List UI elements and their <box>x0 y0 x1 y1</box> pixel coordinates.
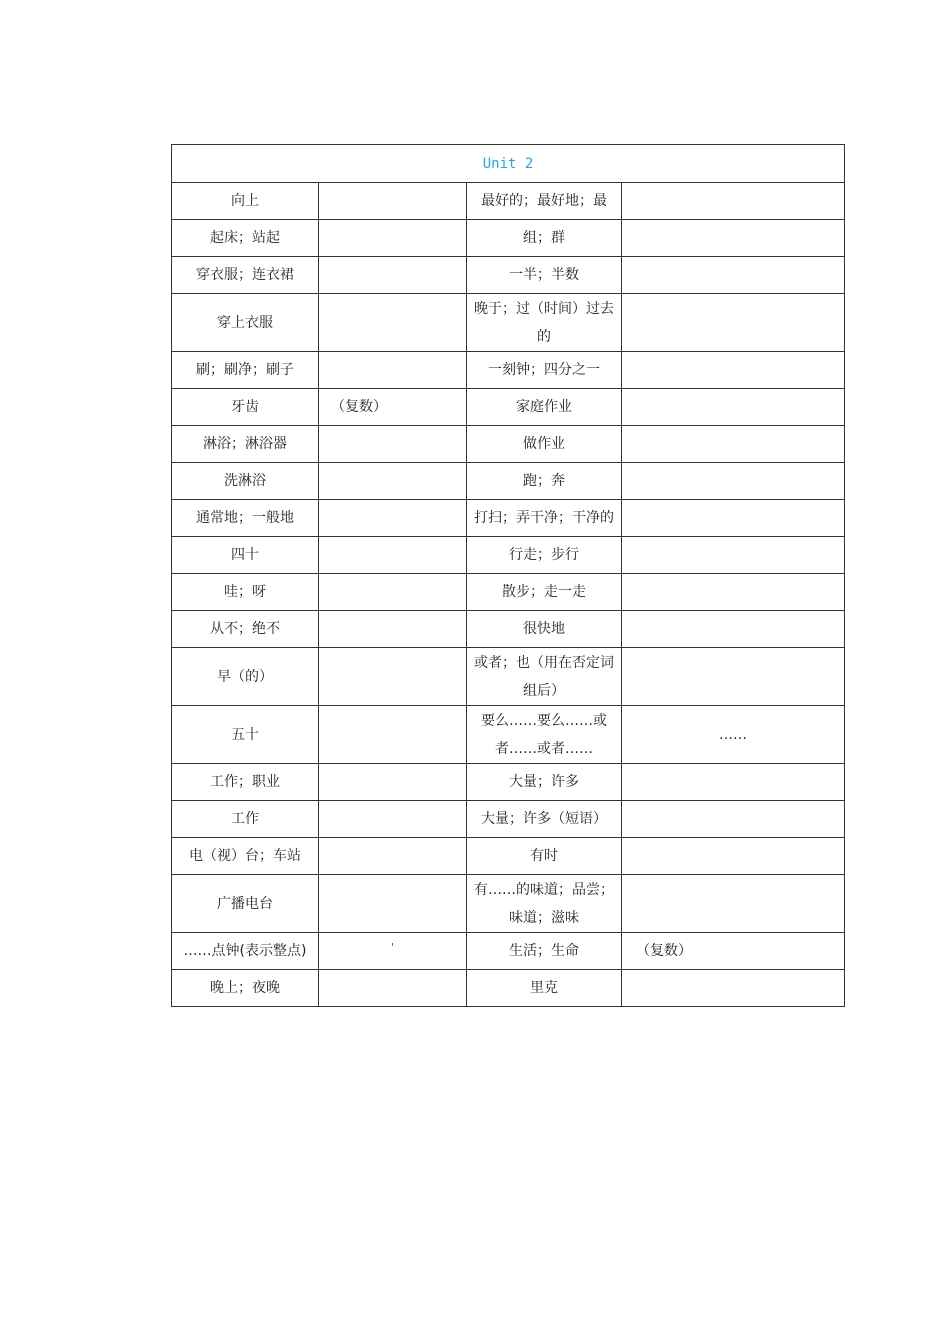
chinese-meaning-cell: 有……的味道；品尝；味道；滋味 <box>467 875 622 933</box>
chinese-meaning-cell: 电（视）台；车站 <box>172 838 319 875</box>
answer-cell[interactable] <box>319 463 467 500</box>
table-row <box>172 933 845 970</box>
answer-cell[interactable] <box>622 611 845 648</box>
answer-cell[interactable] <box>622 970 845 1007</box>
table-row <box>172 875 845 933</box>
chinese-meaning-cell: 晚上；夜晚 <box>172 970 319 1007</box>
answer-cell[interactable] <box>622 352 845 389</box>
table-row <box>172 257 845 294</box>
answer-cell[interactable] <box>319 220 467 257</box>
answer-cell[interactable] <box>319 537 467 574</box>
chinese-meaning-cell: 行走；步行 <box>467 537 622 574</box>
stray-mark: ' <box>390 940 395 954</box>
chinese-meaning-cell: 穿衣服；连衣裙 <box>172 257 319 294</box>
unit-title: Unit 2 <box>172 145 845 183</box>
chinese-meaning-cell: 洗淋浴 <box>172 463 319 500</box>
answer-cell[interactable] <box>622 426 845 463</box>
answer-cell[interactable] <box>622 875 845 933</box>
chinese-meaning-cell: 淋浴；淋浴器 <box>172 426 319 463</box>
answer-cell[interactable] <box>622 764 845 801</box>
table-row <box>172 574 845 611</box>
chinese-meaning-cell: 向上 <box>172 183 319 220</box>
table-row <box>172 183 845 220</box>
answer-cell[interactable]: （复数） <box>622 933 845 970</box>
answer-cell[interactable] <box>319 611 467 648</box>
chinese-meaning-cell: 一半；半数 <box>467 257 622 294</box>
chinese-meaning-cell: 哇；呀 <box>172 574 319 611</box>
chinese-meaning-cell: 一刻钟；四分之一 <box>467 352 622 389</box>
answer-cell[interactable] <box>319 183 467 220</box>
chinese-meaning-cell: 散步；走一走 <box>467 574 622 611</box>
answer-cell[interactable] <box>622 294 845 352</box>
table-row <box>172 706 845 764</box>
chinese-meaning-cell: 大量；许多（短语） <box>467 801 622 838</box>
answer-cell[interactable] <box>319 764 467 801</box>
answer-cell[interactable] <box>319 500 467 537</box>
table-row <box>172 389 845 426</box>
answer-cell[interactable] <box>319 801 467 838</box>
chinese-meaning-cell: 四十 <box>172 537 319 574</box>
chinese-meaning-cell: 要么……要么……或者……或者…… <box>467 706 622 764</box>
chinese-meaning-cell: 牙齿 <box>172 389 319 426</box>
table-row <box>172 611 845 648</box>
chinese-meaning-cell: 大量；许多 <box>467 764 622 801</box>
answer-cell[interactable]: …… <box>622 706 845 764</box>
answer-cell[interactable] <box>622 463 845 500</box>
answer-cell[interactable] <box>319 648 467 706</box>
table-row <box>172 970 845 1007</box>
chinese-meaning-cell: 很快地 <box>467 611 622 648</box>
chinese-meaning-cell: 早（的） <box>172 648 319 706</box>
table-row <box>172 764 845 801</box>
answer-cell[interactable] <box>319 257 467 294</box>
chinese-meaning-cell: 家庭作业 <box>467 389 622 426</box>
chinese-meaning-cell: 生活；生命 <box>467 933 622 970</box>
chinese-meaning-cell: 里克 <box>467 970 622 1007</box>
chinese-meaning-cell: 从不；绝不 <box>172 611 319 648</box>
answer-cell[interactable] <box>319 426 467 463</box>
chinese-meaning-cell: 通常地；一般地 <box>172 500 319 537</box>
answer-cell[interactable] <box>319 706 467 764</box>
chinese-meaning-cell: 晚于；过（时间）过去的 <box>467 294 622 352</box>
table-row <box>172 537 845 574</box>
answer-cell[interactable] <box>622 838 845 875</box>
chinese-meaning-cell: 穿上衣服 <box>172 294 319 352</box>
answer-cell[interactable] <box>622 537 845 574</box>
answer-cell[interactable] <box>319 933 467 970</box>
answer-cell[interactable] <box>319 838 467 875</box>
answer-cell[interactable] <box>622 500 845 537</box>
chinese-meaning-cell: 工作；职业 <box>172 764 319 801</box>
answer-cell[interactable] <box>622 220 845 257</box>
table-row <box>172 463 845 500</box>
chinese-meaning-cell: 打扫；弄干净；干净的 <box>467 500 622 537</box>
chinese-meaning-cell: 起床；站起 <box>172 220 319 257</box>
table-row <box>172 838 845 875</box>
answer-cell[interactable] <box>622 574 845 611</box>
table-row <box>172 294 845 352</box>
chinese-meaning-cell: 最好的；最好地；最 <box>467 183 622 220</box>
answer-cell[interactable]: （复数） <box>319 389 467 426</box>
answer-cell[interactable] <box>622 183 845 220</box>
chinese-meaning-cell: 跑；奔 <box>467 463 622 500</box>
chinese-meaning-cell: 广播电台 <box>172 875 319 933</box>
chinese-meaning-cell: 刷；刷净；刷子 <box>172 352 319 389</box>
answer-cell[interactable] <box>319 574 467 611</box>
answer-cell[interactable] <box>622 257 845 294</box>
answer-cell[interactable] <box>622 389 845 426</box>
answer-cell[interactable] <box>622 801 845 838</box>
answer-cell[interactable] <box>319 294 467 352</box>
chinese-meaning-cell: 或者；也（用在否定词组后） <box>467 648 622 706</box>
answer-cell[interactable] <box>319 352 467 389</box>
table-title-row <box>172 145 845 183</box>
chinese-meaning-cell: 做作业 <box>467 426 622 463</box>
chinese-meaning-cell: 五十 <box>172 706 319 764</box>
chinese-meaning-cell: ……点钟(表示整点) <box>172 933 319 970</box>
table-row <box>172 648 845 706</box>
vocabulary-table <box>171 144 845 1007</box>
table-row <box>172 352 845 389</box>
table-row <box>172 801 845 838</box>
table-row <box>172 500 845 537</box>
table-row <box>172 426 845 463</box>
answer-cell[interactable] <box>622 648 845 706</box>
answer-cell[interactable] <box>319 875 467 933</box>
table-row <box>172 220 845 257</box>
chinese-meaning-cell: 组；群 <box>467 220 622 257</box>
chinese-meaning-cell: 工作 <box>172 801 319 838</box>
chinese-meaning-cell: 有时 <box>467 838 622 875</box>
answer-cell[interactable] <box>319 970 467 1007</box>
